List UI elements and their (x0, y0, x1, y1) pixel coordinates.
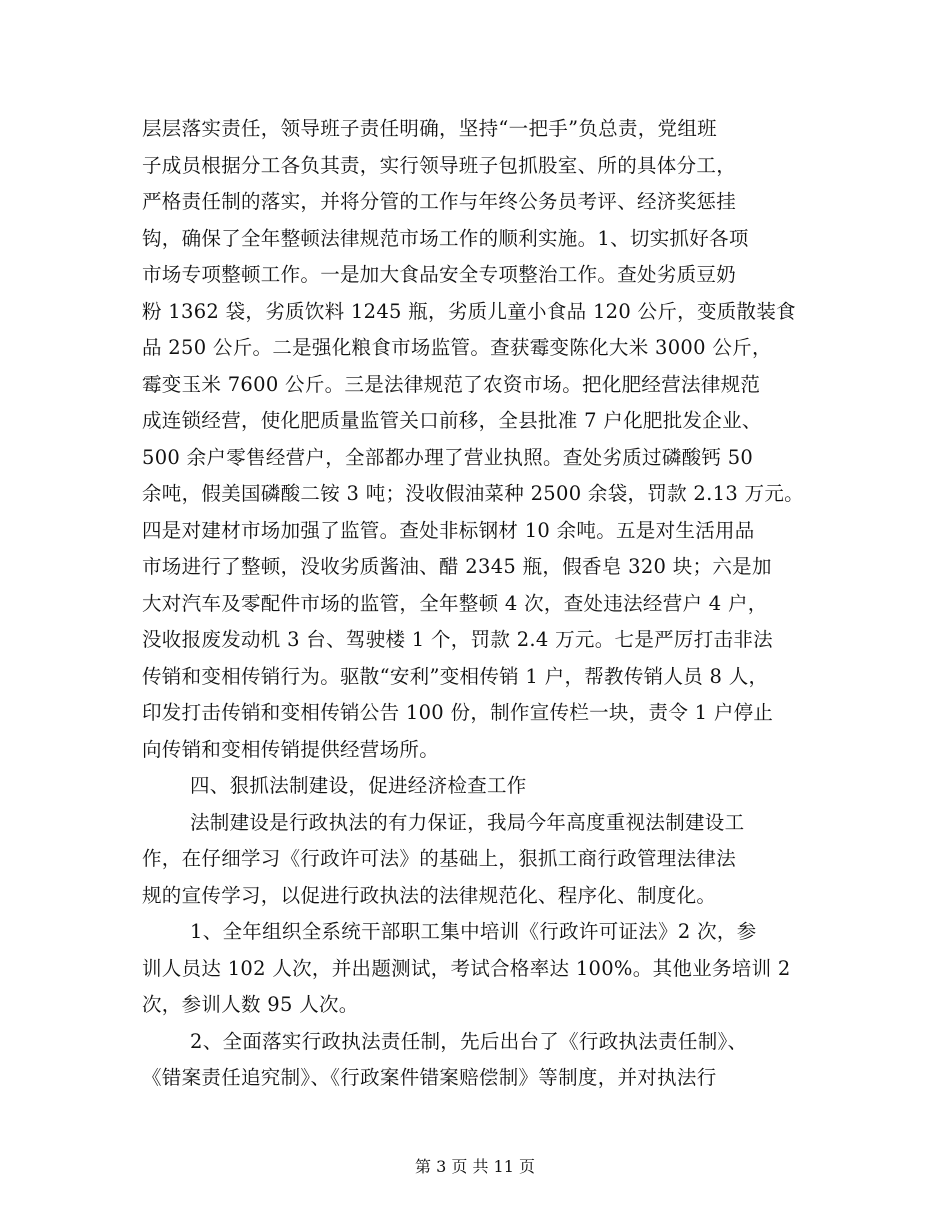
text-line: 没收报废发动机 3 台、驾驶楼 1 个，罚款 2.4 万元。七是严厉打击非法 (142, 628, 773, 651)
text-line: 向传销和变相传销提供经营场所。 (142, 737, 440, 761)
text-line: 法制建设是行政执法的有力保证，我局今年高度重视法制建设工 (190, 810, 745, 834)
text-line: 层层落实责任，领导班子责任明确，坚持“一把手”负总责，党组班 (142, 117, 717, 140)
text-line: 钩，确保了全年整顿法律规范市场工作的顺利实施。1、切实抓好各项 (142, 226, 749, 250)
text-line: 成连锁经营，使化肥质量监管关口前移，全县批准 7 户化肥批发企业、 (142, 409, 762, 432)
text-line: 大对汽车及零配件市场的监管，全年整顿 4 次，查处违法经营户 4 户， (142, 591, 768, 615)
text-line: 次，参训人数 95 人次。 (142, 993, 359, 1016)
section-heading: 四、狠抓法制建设，促进经济检查工作 (190, 774, 527, 797)
text-line: 余吨，假美国磷酸二铵 3 吨；没收假油菜种 2500 余袋，罚款 2.13 万元。 (142, 482, 804, 505)
text-line: 子成员根据分工各负其责，实行领导班子包抓股室、所的具体分工， (142, 153, 737, 177)
text-line: 印发打击传销和变相传销公告 100 份，制作宣传栏一块，责令 1 户停止 (142, 701, 774, 724)
text-line: 规的宣传学习，以促进行政执法的法律规范化、程序化、制度化。 (142, 883, 717, 907)
text-line: 《错案责任追究制》、《行政案件错案赔偿制》等制度，并对执法行 (142, 1066, 717, 1089)
text-line: 500 余户零售经营户，全部都办理了营业执照。查处劣质过磷酸钙 50 (142, 445, 754, 469)
text-line: 市场专项整顿工作。一是加大食品安全专项整治工作。查处劣质豆奶 (142, 263, 737, 286)
text-line: 市场进行了整顿，没收劣质酱油、醋 2345 瓶，假香皂 320 块；六是加 (142, 555, 772, 578)
text-line: 四是对建材市场加强了监管。查处非标钢材 10 余吨。五是对生活用品 (142, 518, 755, 542)
text-line: 品 250 公斤。二是强化粮食市场监管。查获霉变陈化大米 3000 公斤， (142, 336, 772, 359)
page-footer: 第 3 页 共 11 页 (415, 1157, 535, 1176)
text-line: 严格责任制的落实，并将分管的工作与年终公务员考评、经济奖惩挂 (142, 190, 737, 213)
text-line: 作，在仔细学习《行政许可法》的基础上，狠抓工商行政管理法律法 (142, 847, 737, 870)
text-line: 2、全面落实行政执法责任制，先后出台了《行政执法责任制》、 (190, 1029, 748, 1053)
text-line: 传销和变相传销行为。驱散“安利”变相传销 1 户，帮教传销人员 8 人， (142, 664, 769, 688)
text-line: 1、全年组织全系统干部职工集中培训《行政许可证法》2 次，参 (190, 920, 757, 943)
body-text (142, 111, 832, 1097)
text-line: 训人员达 102 人次，并出题测试，考试合格率达 100%。其他业务培训 2 (142, 956, 791, 980)
text-line: 粉 1362 袋，劣质饮料 1245 瓶，劣质儿童小食品 120 公斤，变质散装食 (142, 299, 796, 323)
text-line: 霉变玉米 7600 公斤。三是法律规范了农资市场。把化肥经营法律规范 (142, 372, 761, 396)
